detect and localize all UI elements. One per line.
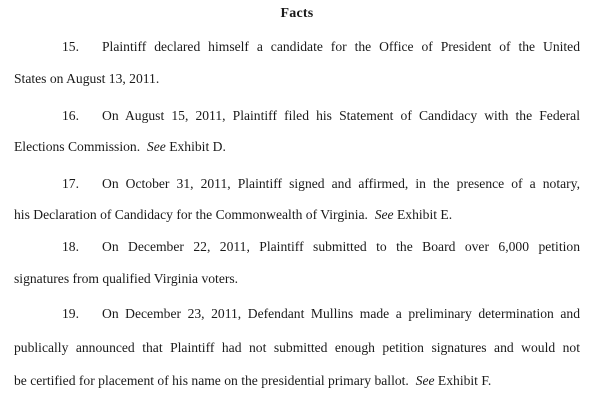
exhibit-reference: Exhibit E. bbox=[397, 207, 453, 222]
paragraph-text: States on August 13, 2011. bbox=[14, 71, 160, 86]
paragraph-text: be certified for placement of his name on the presidential primary ballot. bbox=[14, 373, 409, 388]
paragraph-18-line-1 bbox=[14, 238, 580, 255]
paragraph-17-line-2 bbox=[14, 206, 580, 223]
citation-signal: See bbox=[146, 139, 166, 154]
paragraph-number: 15. bbox=[62, 39, 79, 54]
exhibit-reference: Exhibit D. bbox=[169, 139, 226, 154]
citation-signal: See bbox=[415, 373, 435, 388]
paragraph-19-line-3 bbox=[14, 372, 580, 389]
paragraph-text: Elections Commission. bbox=[14, 139, 141, 154]
paragraph-text: On August 15, 2011, Plaintiff filed his Statement of Candidacy with the Federal bbox=[102, 108, 580, 123]
paragraph-15-line-2 bbox=[14, 70, 580, 87]
exhibit-reference: Exhibit F. bbox=[437, 373, 492, 388]
paragraph-number: 18. bbox=[62, 239, 79, 254]
paragraph-text: On December 23, 2011, Defendant Mullins made a preliminary determination and bbox=[102, 306, 580, 321]
paragraph-16-line-2 bbox=[14, 138, 580, 155]
paragraph-18-line-2 bbox=[14, 270, 580, 287]
paragraph-number: 16. bbox=[62, 108, 79, 123]
citation-signal: See bbox=[374, 207, 394, 222]
paragraph-16-line-1 bbox=[14, 107, 580, 124]
paragraph-number: 19. bbox=[62, 306, 79, 321]
paragraph-number: 17. bbox=[62, 176, 79, 191]
paragraph-17-line-1 bbox=[14, 175, 580, 192]
paragraph-text: publically announced that Plaintiff had not submitted enough petition signatures and would not bbox=[14, 340, 580, 355]
paragraph-text: On December 22, 2011, Plaintiff submitted to the Board over 6,000 petition bbox=[102, 239, 580, 254]
paragraph-text: signatures from qualified Virginia voters. bbox=[14, 271, 239, 286]
paragraph-15-line-1 bbox=[14, 38, 580, 55]
paragraph-text: Plaintiff declared himself a candidate for the Office of President of the United bbox=[102, 39, 580, 54]
paragraph-text: On October 31, 2011, Plaintiff signed and affirmed, in the presence of a notary, bbox=[102, 176, 580, 191]
section-heading: Facts bbox=[280, 6, 314, 21]
paragraph-19-line-1 bbox=[14, 305, 580, 322]
paragraph-text: his Declaration of Candidacy for the Commonwealth of Virginia. bbox=[14, 207, 368, 222]
paragraph-19-line-2 bbox=[14, 339, 580, 356]
